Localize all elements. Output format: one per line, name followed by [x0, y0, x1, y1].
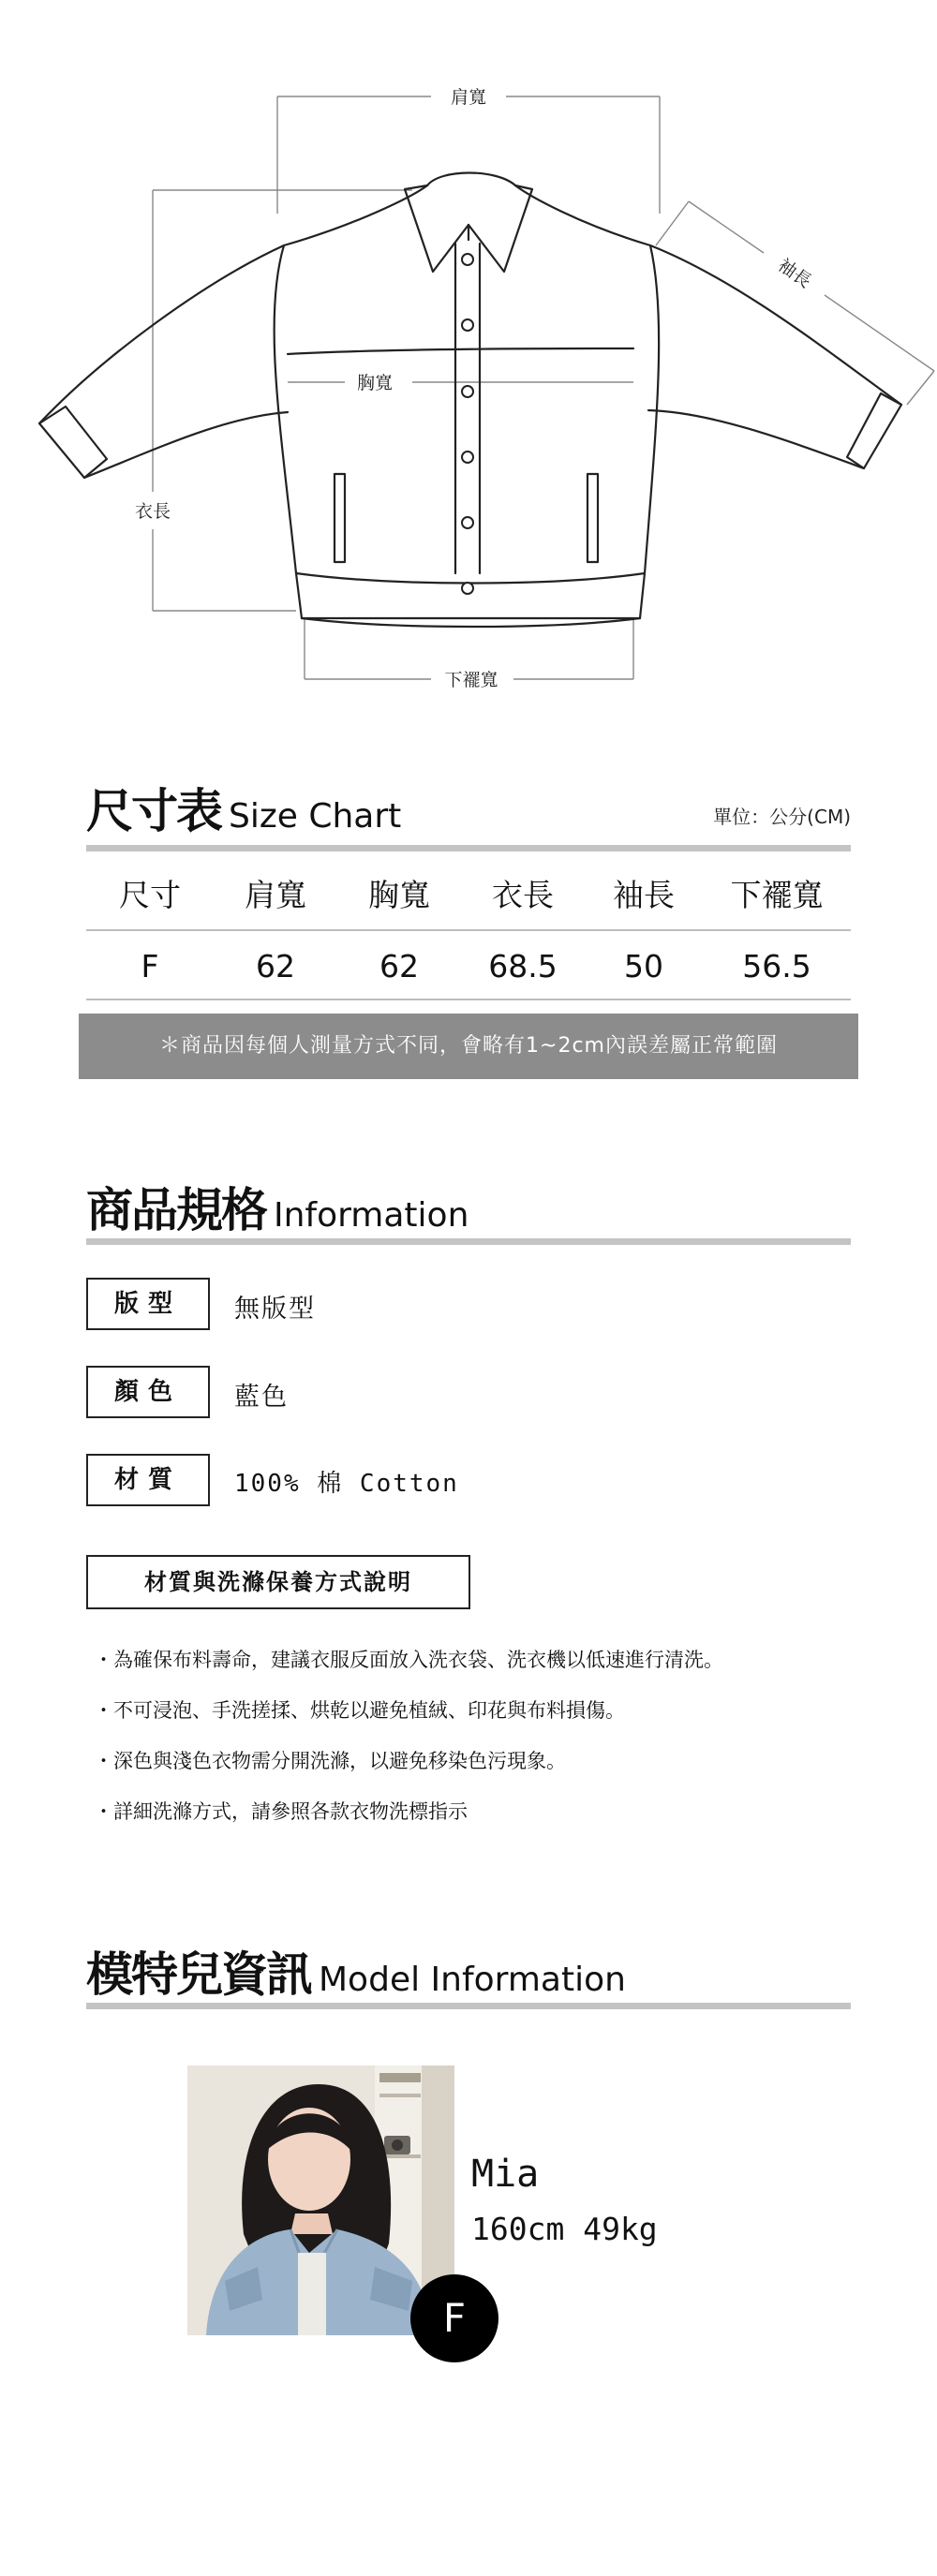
- care-title: 材質與洗滌保養方式說明: [86, 1555, 470, 1609]
- button-4: [462, 452, 473, 463]
- cell-shoulder: 62: [256, 948, 295, 985]
- cell-size: F: [141, 948, 159, 985]
- cell-sleeve: 50: [624, 948, 663, 985]
- label-sleeve: 袖長: [774, 255, 815, 292]
- spec-value-fit: 無版型: [234, 1295, 316, 1324]
- cell-hem: 56.5: [742, 948, 811, 985]
- button-5: [462, 517, 473, 528]
- header-sleeve: 袖長: [613, 877, 675, 913]
- info-title-zh: 商品規格: [86, 1183, 266, 1237]
- spec-value-color: 藍色: [234, 1383, 289, 1412]
- size-table-divider: [86, 929, 851, 931]
- model-title-en: Model Information: [319, 1961, 626, 1999]
- model-title: [86, 1937, 626, 2005]
- size-chart-title: [86, 774, 401, 841]
- model-title-zh: 模特兒資訊: [86, 1947, 311, 2002]
- model-photo: [187, 2065, 454, 2335]
- button-1: [462, 254, 473, 265]
- header-hem: 下襬寬: [730, 877, 824, 913]
- care-line-2: ・不可浸泡、手洗搓揉、烘乾以避免植絨、印花與布料損傷。: [94, 1699, 625, 1722]
- info-title: [86, 1173, 468, 1240]
- care-line-1: ・為確保布料壽命，建議衣服反面放入洗衣袋、洗衣機以低速進行清洗。: [94, 1649, 723, 1671]
- info-rule: [86, 1238, 851, 1245]
- care-line-3: ・深色與淺色衣物需分開洗滌，以避免移染色污現象。: [94, 1750, 566, 1772]
- model-name: Mia: [471, 2153, 540, 2196]
- label-length: 衣長: [134, 501, 171, 522]
- spec-label-color: 顏色: [86, 1366, 210, 1418]
- header-shoulder: 肩寬: [245, 877, 306, 913]
- size-table-header: [86, 871, 851, 915]
- model-size-badge: F: [410, 2274, 498, 2362]
- size-chart-title-zh: 尺寸表: [86, 784, 221, 838]
- size-chart-title-en: Size Chart: [229, 797, 402, 836]
- model-rule: [86, 2003, 851, 2009]
- info-title-en: Information: [274, 1196, 469, 1235]
- spec-value-material: 100% 棉 Cotton: [234, 1470, 459, 1498]
- table-row: [86, 948, 851, 985]
- label-chest: 胸寬: [356, 373, 394, 393]
- cell-length: 68.5: [488, 948, 558, 985]
- cell-chest: 62: [379, 948, 419, 985]
- model-stats: 160cm 49kg: [471, 2211, 658, 2247]
- header-chest: 胸寬: [368, 877, 430, 913]
- care-line-4: ・詳細洗滌方式，請參照各款衣物洗標指示: [94, 1800, 468, 1823]
- label-hem: 下襬寬: [444, 670, 498, 690]
- measurement-note: ＊商品因每個人測量方式不同，會略有1~2cm內誤差屬正常範圍: [79, 1014, 858, 1079]
- header-length: 衣長: [492, 877, 554, 913]
- button-6: [462, 583, 473, 594]
- spec-label-material: 材質: [86, 1454, 210, 1506]
- header-size: 尺寸: [119, 877, 181, 913]
- jacket-measurement-diagram: [0, 0, 937, 712]
- button-3: [462, 386, 473, 397]
- size-table-bottom: [86, 999, 851, 1000]
- label-shoulder: 肩寬: [450, 87, 487, 108]
- unit-label: 單位：公分(CM): [713, 806, 851, 828]
- spec-label-fit: 版型: [86, 1278, 210, 1330]
- button-2: [462, 319, 473, 331]
- size-chart-rule: [86, 845, 851, 851]
